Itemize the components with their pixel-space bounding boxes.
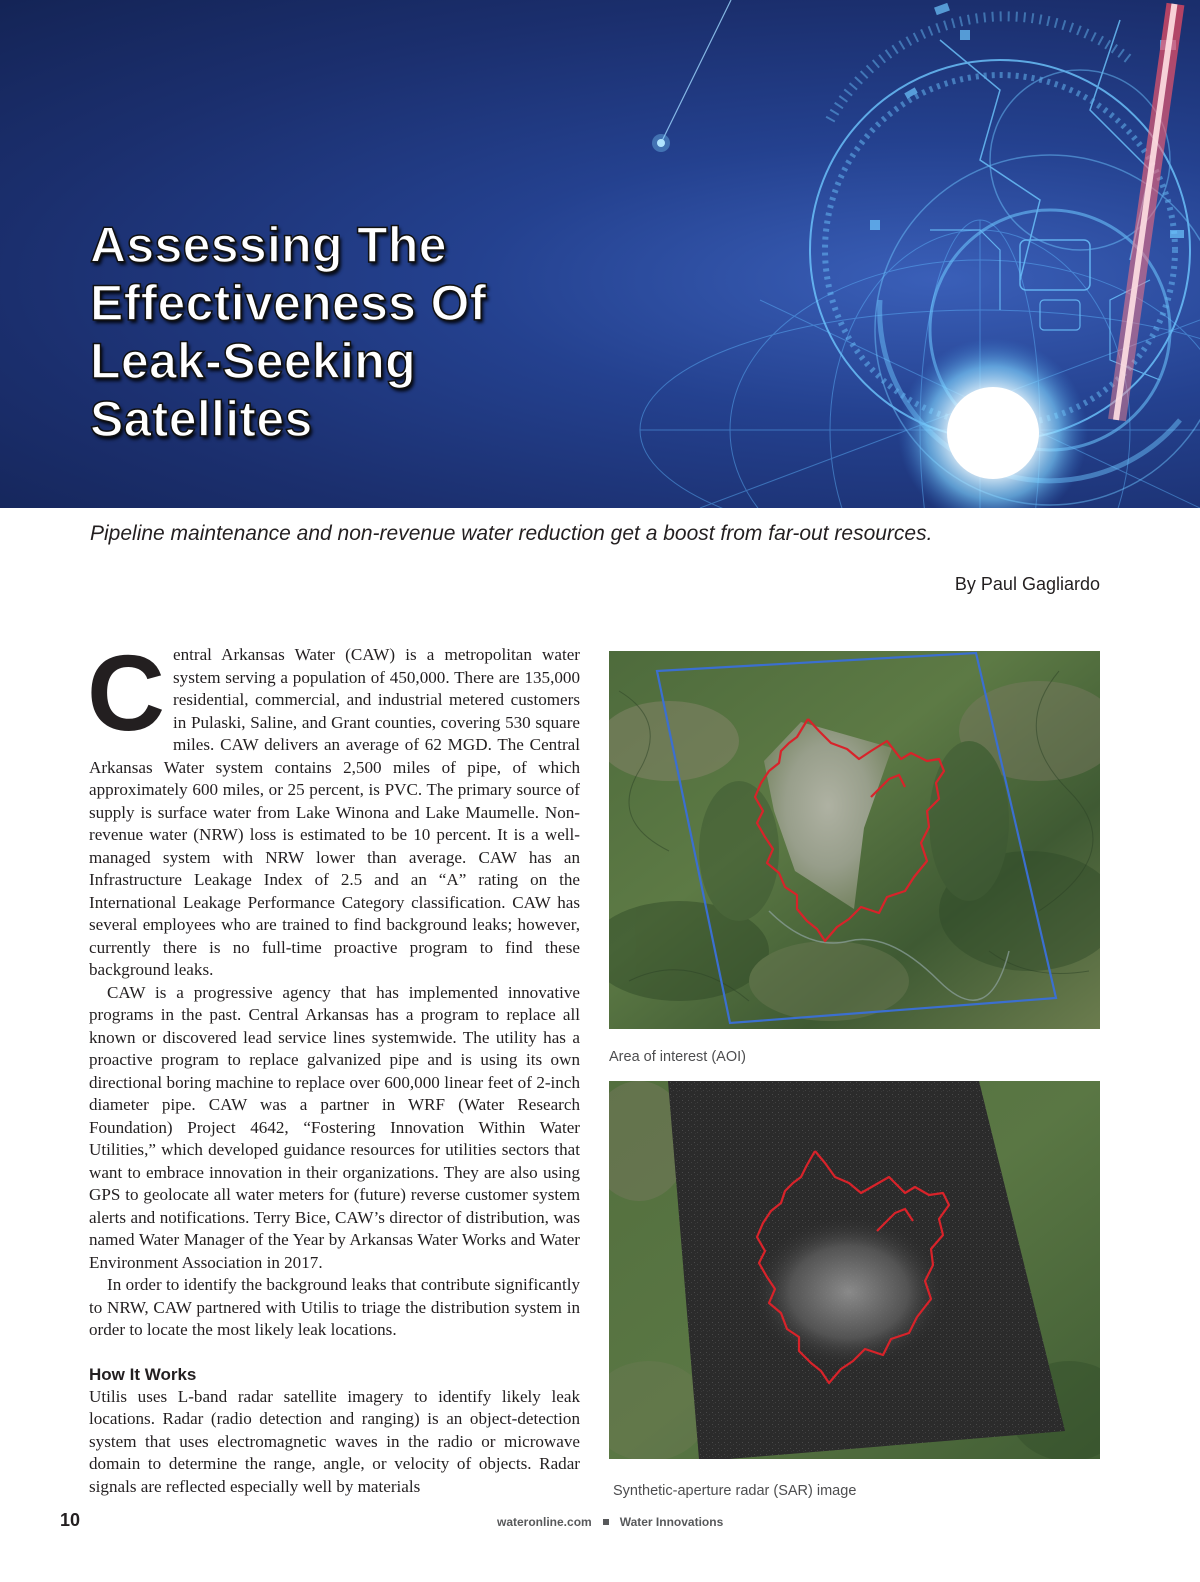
footer-separator-icon: [603, 1519, 609, 1525]
sar-radar-map: [609, 1081, 1100, 1459]
hero-banner: [0, 0, 1200, 508]
title-line: Assessing The: [90, 217, 447, 273]
article-deck: Pipeline maintenance and non-revenue water reduction get a boost from far-out resources.: [90, 522, 933, 545]
body-paragraph: Utilis uses L-band radar satellite imagery to identify likely leak locations. Radar (radio detection and ranging) is an object-detection system that uses electromagnetic waves in the radio or microwave domain to determine the range, angle, or velocity of objects. Radar signals are reflected especially well by materials: [89, 1386, 580, 1496]
article-title: [90, 216, 610, 448]
page-number: 10: [60, 1510, 81, 1530]
section-heading: How It Works: [89, 1364, 197, 1384]
body-paragraph: CAW is a progressive agency that has implemented innovative programs in the past. Central Arkansas has a program to replace all known or discovered lead service lines systemwide. The utility has a proactive program to replace galvanized pipe and is using its own directional boring machine to replace over 600,000 linear feet of 2-inch diameter pipe. CAW was a partner in WRF (Water Research Foundation) Project 4642, “Fostering Innovation Within Water Utilities,” which developed guidance resources for utilities sectors that want to embrace innovation in their organizations. They are also using GPS to geolocate all water meters for (future) reverse customer system alerts and notifications. Terry Bice, CAW’s director of distribution, was named Water Manager of the Year by Arkansas Water Works and Water Environment Association in 2017.: [89, 982, 580, 1272]
page-footer: [497, 1515, 723, 1529]
paragraph-text: entral Arkansas Water (CAW) is a metropolitan water system serving a population of 450,000. There are 135,000 residential, commercial, and industrial metered customers in Pulaski, Saline, and Grant counties, covering 530 square miles. CAW delivers an average of 62 MGD. The Central Arkansas Water system contains 2,500 miles of pipe, of which approximately 600 miles, or 25 percent, is PVC. The primary source of supply is surface water from Lake Winona and Lake Maumelle. Non-revenue water (NRW) loss is estimated to be 10 percent. It is a well-managed system with NRW lower than average. CAW has an Infrastructure Leakage Index of 2.5 and an “A” rating on the International Leakage Performance Category classification. CAW has several employees who are trained to find background leaks; however, currently there is no full-time proactive program to find these background leaks.: [89, 645, 580, 979]
body-paragraph: In order to identify the background leaks that contribute significantly to NRW, CAW partnered with Utilis to triage the distribution system in order to locate the most likely leak locations.: [89, 1275, 580, 1339]
title-line: Leak-Seeking: [90, 333, 416, 389]
footer-site-link[interactable]: wateronline.com: [497, 1515, 592, 1529]
title-line: Satellites: [90, 391, 313, 447]
byline: By Paul Gagliardo: [954, 574, 1100, 594]
aoi-satellite-map: [609, 651, 1100, 1029]
article-body: [87, 632, 580, 1498]
figure-caption: Synthetic-aperture radar (SAR) image: [613, 1483, 857, 1499]
footer-publication: Water Innovations: [619, 1515, 724, 1529]
title-line: Effectiveness Of: [90, 275, 487, 331]
figure-caption: Area of interest (AOI): [609, 1049, 746, 1065]
body-paragraph: [87, 632, 580, 982]
drop-cap: C: [87, 632, 165, 753]
